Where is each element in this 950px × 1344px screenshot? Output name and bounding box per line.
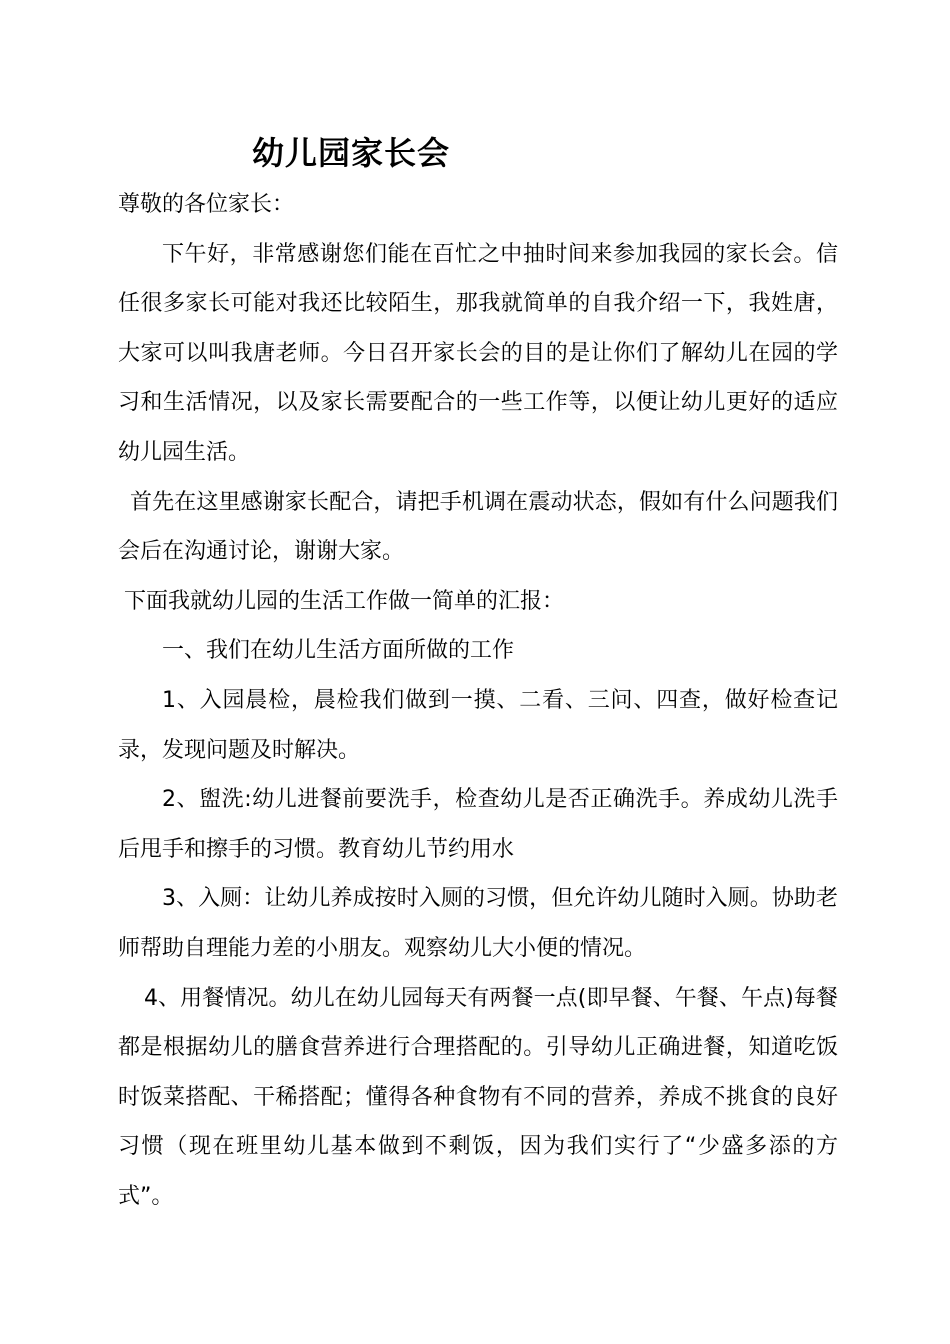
paragraph-thanks: 首先在这里感谢家长配合，请把手机调在震动状态，假如有什么问题我们会后在沟通讨论，谢谢大家。 bbox=[118, 489, 838, 565]
paragraph-item-3: 3、入厕：让幼儿养成按时入厕的习惯，但允许幼儿随时入厕。协助老师帮助自理能力差的小朋友。观察幼儿大小便的情况。 bbox=[118, 886, 838, 961]
paragraph-greeting: 下午好，非常感谢您们能在百忙之中抽时间来参加我园的家长会。信任很多家长可能对我还比较陌生，那我就简单的自我介绍一下，我姓唐，大家可以叫我唐老师。今日召开家长会的目的是让你们了解幼儿在园的学习和生活情况，以及家长需要配合的一些工作等，以便让幼儿更好的适应幼儿园生活。 bbox=[118, 241, 838, 465]
document-body bbox=[118, 180, 838, 1221]
paragraph-report-intro: 下面我就幼儿园的生活工作做一简单的汇报： bbox=[124, 588, 565, 614]
section-heading: 一、我们在幼儿生活方面所做的工作 bbox=[162, 638, 515, 664]
paragraph-item-4: 4、用餐情况。幼儿在幼儿园每天有两餐一点(即早餐、午餐、午点)每餐都是根据幼儿的膳食营养进行合理搭配的。引导幼儿正确进餐，知道吃饭时饭菜搭配、干稀搭配；懂得各种食物有不同的营养，养成不挑食的良好习惯（现在班里幼儿基本做到不剩饭，因为我们实行了“少盛多添的方式”。 bbox=[118, 985, 838, 1209]
paragraph-item-1: 1、入园晨检，晨检我们做到一摸、二看、三问、四查，做好检查记录，发现问题及时解决。 bbox=[118, 687, 838, 763]
paragraph-item-2: 2、盥洗:幼儿进餐前要洗手，检查幼儿是否正确洗手。养成幼儿洗手后甩手和擦手的习惯。教育幼儿节约用水 bbox=[118, 787, 838, 862]
salutation: 尊敬的各位家长： bbox=[118, 192, 295, 217]
document-title: 幼儿园家长会 bbox=[252, 134, 451, 172]
